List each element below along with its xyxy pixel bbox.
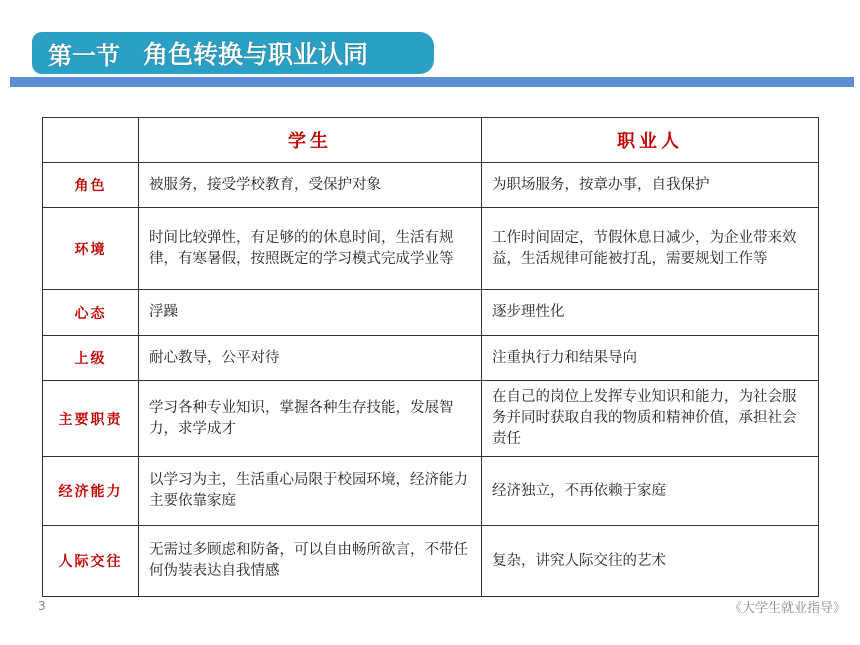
student-cell: 耐心教导，公平对待 (139, 336, 482, 381)
header-cell-professional: 职业人 (482, 118, 819, 163)
student-cell: 被服务，接受学校教育，受保护对象 (139, 163, 482, 208)
row-label: 角色 (43, 163, 139, 208)
section-label: 第一节 (48, 40, 120, 70)
student-cell: 浮躁 (139, 290, 482, 336)
table-row (43, 336, 819, 381)
table-row (43, 163, 819, 208)
comparison-table (42, 117, 819, 597)
table-row (43, 457, 819, 526)
professional-cell: 复杂，讲究人际交往的艺术 (482, 526, 819, 597)
row-label: 人际交往 (43, 526, 139, 597)
professional-cell: 工作时间固定，节假休息日减少，为企业带来效益，生活规律可能被打乱，需要规划工作等 (482, 208, 819, 290)
footer-book-title: 《大学生就业指导》 (728, 601, 846, 616)
row-label: 上级 (43, 336, 139, 381)
row-label: 环境 (43, 208, 139, 290)
professional-cell: 经济独立，不再依赖于家庭 (482, 457, 819, 526)
professional-cell: 在自己的岗位上发挥专业知识和能力，为社会服务并同时获取自我的物质和精神价值，承担社会责任 (482, 381, 819, 457)
professional-cell: 逐步理性化 (482, 290, 819, 336)
section-title: 角色转换与职业认同 (143, 40, 369, 69)
row-label: 主要职责 (43, 381, 139, 457)
row-label: 经济能力 (43, 457, 139, 526)
student-cell: 无需过多顾虑和防备，可以自由畅所欲言，不带任何伪装表达自我情感 (139, 526, 482, 597)
header-cell-empty (43, 118, 139, 163)
table-row (43, 290, 819, 336)
table-row (43, 208, 819, 290)
table-row (43, 381, 819, 457)
student-cell: 学习各种专业知识，掌握各种生存技能，发展智力，求学成才 (139, 381, 482, 457)
table-row (43, 526, 819, 597)
table-header-row (43, 118, 819, 163)
professional-cell: 为职场服务，按章办事，自我保护 (482, 163, 819, 208)
page-number: 3 (38, 599, 46, 613)
student-cell: 以学习为主，生活重心局限于校园环境，经济能力主要依靠家庭 (139, 457, 482, 526)
student-cell: 时间比较弹性，有足够的的休息时间，生活有规律，有寒暑假，按照既定的学习模式完成学业等 (139, 208, 482, 290)
professional-cell: 注重执行力和结果导向 (482, 336, 819, 381)
header-cell-student: 学生 (139, 118, 482, 163)
row-label: 心态 (43, 290, 139, 336)
header-divider-bar (10, 77, 854, 87)
